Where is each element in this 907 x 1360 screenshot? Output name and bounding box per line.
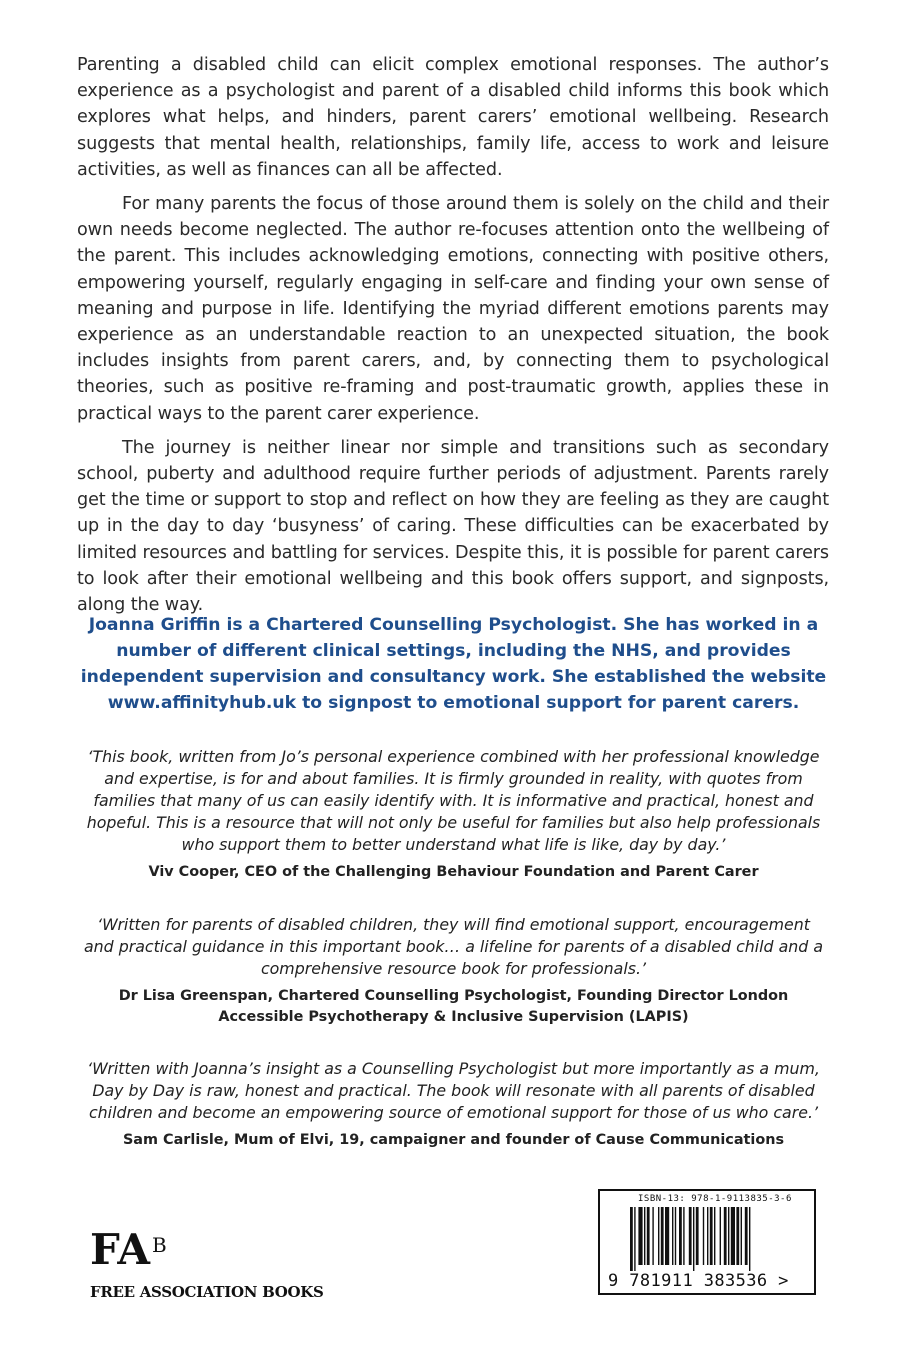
blurb-paragraph-2: For many parents the focus of those around them is solely on the child and their own needs become neglected. The author re-focuses attention onto the wellbeing of the parent. This includes acknowledging emotions, connecting with positive others, empowering yourself, regularly engaging in self-care and finding your own sense of meaning and purpose in life. Identifying the myriad different emotions parents may experience as an understandable reaction to an unexpected situation, the book includes insights from parent carers, and, by connecting them to psychological theories, such as positive re-framing and post-traumatic growth, applies these in practical ways to the parent carer experience. (77, 194, 829, 424)
endorsement-quote: ‘Written with Joanna’s insight as a Counselling Psychologist but more importantly as a mum, Day by Day is raw, honest and practical. The book will resonate with all parents of disabled children and become an empowering source of emotional support for those of us who care.’ (87, 1059, 820, 1122)
barcode-bar (672, 1207, 673, 1265)
barcode-bar (693, 1207, 694, 1271)
barcode-bar (720, 1207, 721, 1265)
endorsement-quote: ‘Written for parents of disabled children, they will find emotional support, encouragement and practical guidance in this important book… a lifeline for parents of a disabled child and a comprehensive resource book for professionals.’ (83, 915, 824, 978)
endorsement-3 (80, 1058, 827, 1151)
barcode-bar (745, 1207, 748, 1265)
barcode-bar (658, 1207, 659, 1265)
barcode-bar (665, 1207, 669, 1265)
barcode-bar (710, 1207, 713, 1265)
barcode-bar (707, 1207, 708, 1265)
back-cover-blurb (77, 52, 829, 626)
barcode-bar (714, 1207, 715, 1265)
barcode-bar (630, 1207, 633, 1271)
endorsement-attribution: Sam Carlisle, Mum of Elvi, 19, campaigner and founder of Cause Communications (122, 1132, 785, 1148)
publisher-logo-mark (90, 1225, 324, 1279)
author-bio: Joanna Griffin is a Chartered Counselling Psychologist. She has worked in a number of different clinical settings, including the NHS, and provides independent supervision and consultancy work. She established the website www.affinityhub.uk to signpost to emotional support for parent carers. (80, 615, 827, 713)
barcode-bar (728, 1207, 729, 1265)
logo-fa: FA (90, 1225, 150, 1274)
barcode-bar (731, 1207, 735, 1265)
barcode-bar (749, 1207, 750, 1271)
barcode-bar (724, 1207, 727, 1265)
publisher-name: FREE ASSOCIATION BOOKS (90, 1283, 324, 1301)
barcode-bar (741, 1207, 742, 1265)
isbn-label: ISBN-13: 978-1-9113835-3-6 (638, 1194, 792, 1204)
barcode-bar (652, 1207, 653, 1265)
endorsement-attribution: Viv Cooper, CEO of the Challenging Behaviour Foundation and Parent Carer (148, 864, 759, 880)
barcode-bar (696, 1207, 699, 1265)
endorsement-1 (80, 746, 827, 883)
barcode-bar (661, 1207, 664, 1265)
barcode-bars (630, 1207, 790, 1271)
isbn-barcode (598, 1189, 816, 1295)
barcode-bar (736, 1207, 739, 1265)
barcode-bar (689, 1207, 692, 1265)
barcode-bar (638, 1207, 642, 1265)
barcode-bar (634, 1207, 635, 1271)
endorsement-attribution: Dr Lisa Greenspan, Chartered Counselling Psychologist, Founding Director London Accessible Psychotherapy & Inclusive Supervision (LAPIS) (118, 988, 789, 1025)
barcode-bar (675, 1207, 676, 1265)
endorsement-quote: ‘This book, written from Jo’s personal experience combined with her professional knowledge and expertise, is for and about families. It is firmly grounded in reality, with quotes from families that many of us can easily identify with. It is informative and practical, honest and hopeful. This is a resource that will not only be useful for families but also help professionals who support them to better understand what life is like, day by day.’ (86, 747, 821, 854)
blurb-paragraph-3: The journey is neither linear nor simple and transitions such as secondary school, puberty and adulthood require further periods of adjustment. Parents rarely get the time or support to stop and reflect on how they are feeling as they are caught up in the day to day ‘busyness’ of caring. These difficulties can be exacerbated by limited resources and battling for services. Despite this, it is possible for parent carers to look after their emotional wellbeing and this book offers support, and signposts, along the way. (77, 437, 829, 616)
barcode-bar (703, 1207, 704, 1265)
barcode-bar (644, 1207, 645, 1265)
blurb-paragraph-1: Parenting a disabled child can elicit complex emotional responses. The author’s experience as a psychologist and parent of a disabled child informs this book which explores what helps, and hinders, parent carers’ emotional wellbeing. Research suggests that mental health, relationships, family life, access to work and leisure activities, as well as finances can all be affected. (77, 55, 829, 180)
endorsement-2 (80, 914, 827, 1028)
isbn-digits: 9 781911 383536 > (608, 1271, 789, 1291)
barcode-bar (647, 1207, 650, 1265)
barcode-bar (679, 1207, 682, 1265)
publisher-logo (90, 1225, 324, 1301)
barcode-bar (683, 1207, 684, 1265)
logo-b: B (151, 1233, 167, 1257)
